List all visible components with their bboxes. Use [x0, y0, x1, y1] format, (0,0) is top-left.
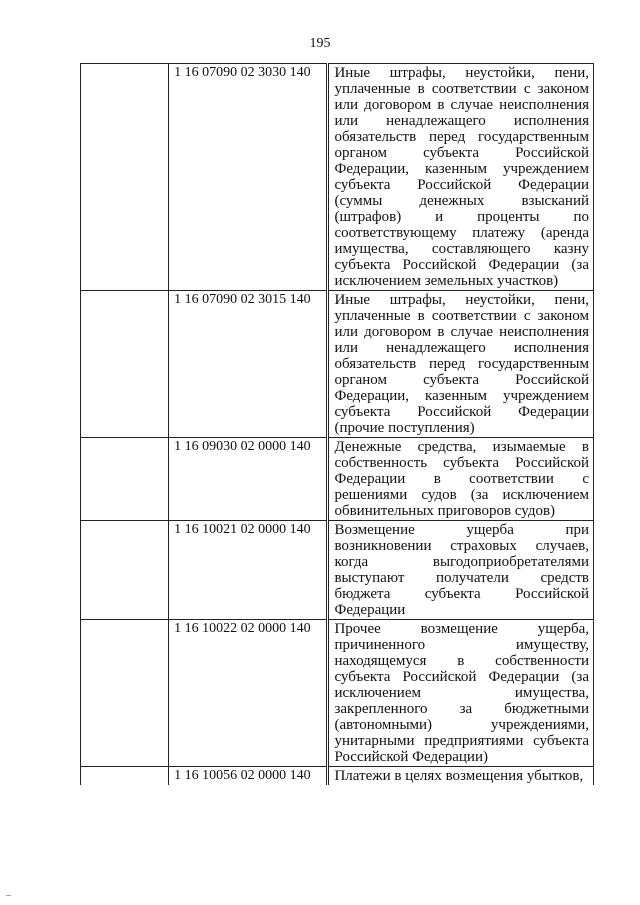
- blank-cell: [81, 291, 169, 438]
- blank-cell: [81, 521, 169, 620]
- table-row: [81, 64, 594, 291]
- budget-code-cell: 1 16 10021 02 0000 140: [169, 521, 328, 620]
- table-row: [81, 291, 594, 438]
- blank-cell: [81, 64, 169, 291]
- table-row: [81, 438, 594, 521]
- revenue-description-cell: Платежи в целях возмещения убытков,: [328, 767, 594, 786]
- revenue-description-cell: Иные штрафы, неустойки, пени, уплаченные в соответствии с законом или договором в случае неисполнения или ненадлежащего исполнения обязательств перед государственным органом субъекта Российской Федерации, казенным учреждением субъекта Российской Федерации (суммы денежных взысканий (штрафов) и проценты по соответствующему платежу (аренда имущества, составляющего казну субъекта Российской Федерации (за исключением земельных участков): [328, 64, 594, 291]
- budget-code-cell: 1 16 10022 02 0000 140: [169, 620, 328, 767]
- budget-classification-table: [80, 63, 594, 785]
- table-row: [81, 620, 594, 767]
- budget-code-cell: 1 16 09030 02 0000 140: [169, 438, 328, 521]
- revenue-description-cell: Прочее возмещение ущерба, причиненного имуществу, находящемуся в собственности субъекта Российской Федерации (за исключением имущества, закрепленного за бюджетными (автономными) учреждениями, унитарными предприятиями субъекта Российской Федерации): [328, 620, 594, 767]
- revenue-description-cell: Денежные средства, изымаемые в собственность субъекта Российской Федерации в соответствии с решениями судов (за исключением обвинительных приговоров судов): [328, 438, 594, 521]
- scan-corner-mark: –: [6, 890, 11, 901]
- table-row: [81, 521, 594, 620]
- blank-cell: [81, 620, 169, 767]
- budget-code-cell: 1 16 07090 02 3030 140: [169, 64, 328, 291]
- revenue-description-cell: Возмещение ущерба при возникновении страховых случаев, когда выгодоприобретателями выступают получатели средств бюджета субъекта Российской Федерации: [328, 521, 594, 620]
- blank-cell: [81, 438, 169, 521]
- table-row: [81, 767, 594, 786]
- page-number: 195: [309, 36, 331, 51]
- revenue-description-cell: Иные штрафы, неустойки, пени, уплаченные в соответствии с законом или договором в случае неисполнения или ненадлежащего исполнения обязательств перед государственным органом субъекта Российской Федерации, казенным учреждением субъекта Российской Федерации (прочие поступления): [328, 291, 594, 438]
- blank-cell: [81, 767, 169, 786]
- budget-code-cell: 1 16 10056 02 0000 140: [169, 767, 328, 786]
- budget-code-cell: 1 16 07090 02 3015 140: [169, 291, 328, 438]
